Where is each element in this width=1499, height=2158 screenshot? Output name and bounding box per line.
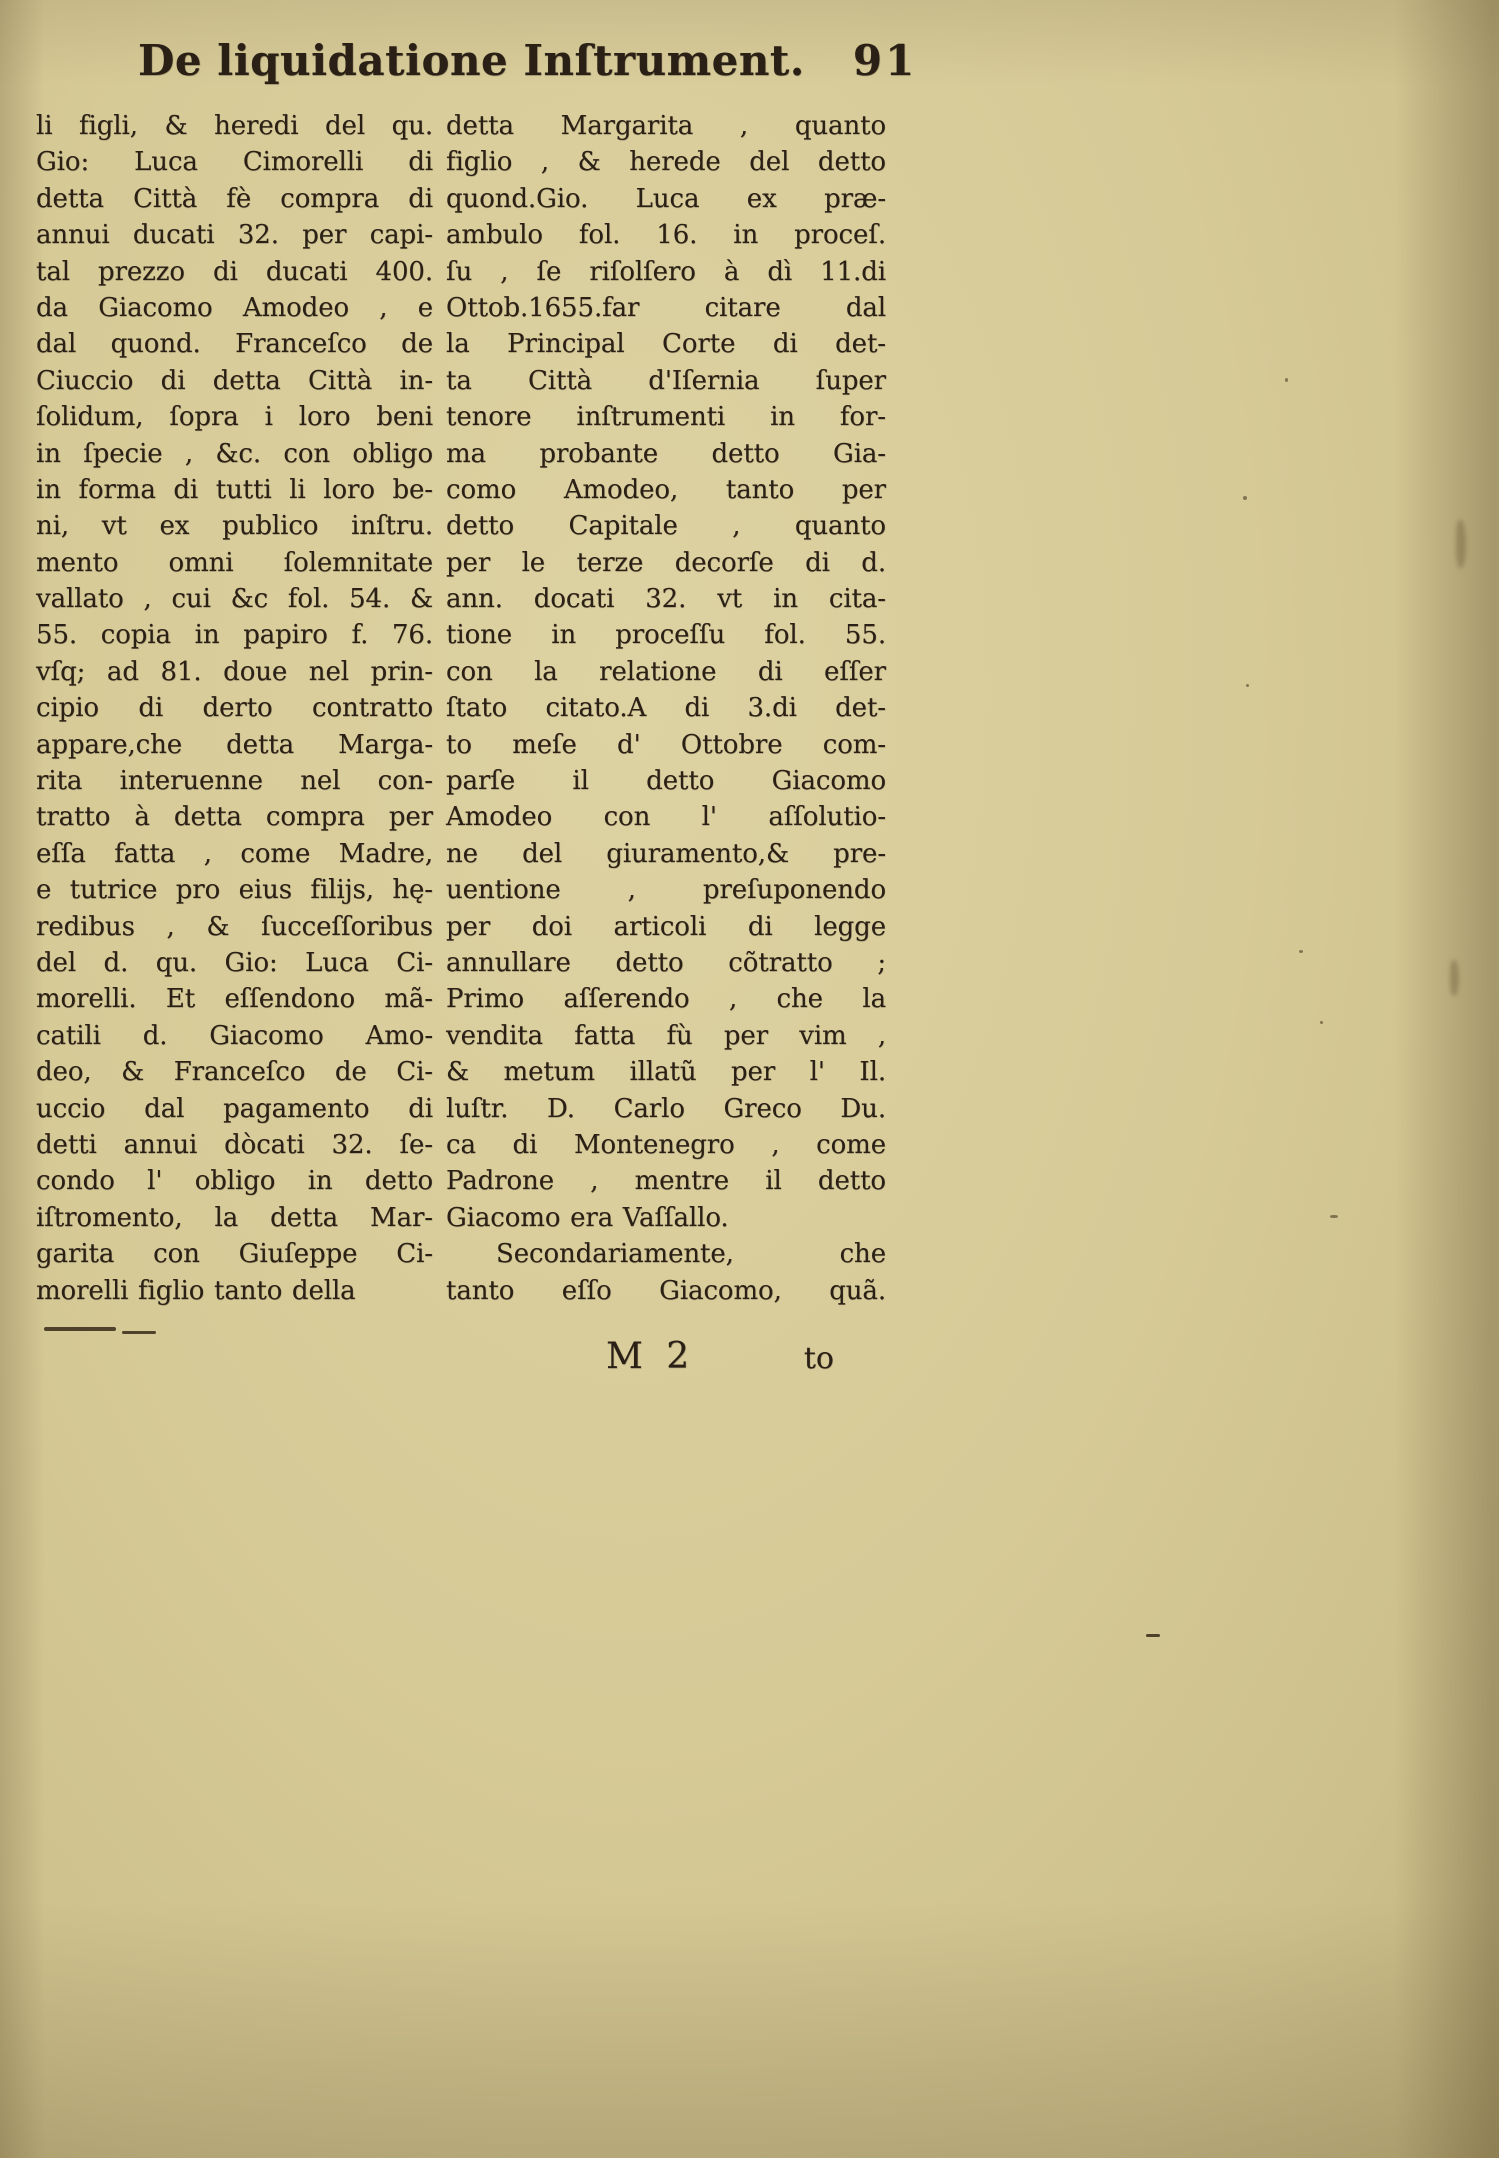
signature-mark: M 2 — [606, 1336, 696, 1377]
text-line: per doi articoli di legge — [446, 911, 886, 942]
text-line: ambulo fol. 16. in proceſ. — [446, 220, 886, 251]
text-line: li figli, & heredi del qu. — [36, 111, 433, 141]
text-column-right — [446, 108, 886, 1309]
text-line: uccio dal pagamento di — [36, 1093, 433, 1124]
text-line: tanto eſſo Giacomo, quã. — [446, 1275, 886, 1306]
text-line: como Amodeo, tanto per — [446, 474, 886, 505]
text-line: iſtromento, la detta Mar- — [36, 1202, 433, 1233]
text-line: da Giacomo Amodeo , e — [36, 292, 433, 323]
text-line: Giacomo era Vaſſallo. — [446, 1202, 729, 1233]
text-line: redibus , & ſucceſſoribus — [36, 911, 433, 942]
text-line: ann. docati 32. vt in cita- — [446, 584, 886, 615]
text-line: eſſa fatta , come Madre, — [36, 838, 433, 869]
margin-dash-mark — [1146, 1634, 1160, 1637]
ink-speck — [1285, 378, 1288, 382]
edge-stain — [1450, 960, 1459, 996]
page-title: De liquidatione Inſtrument. — [138, 36, 805, 85]
text-line: tione in proceſſu fol. 55. — [446, 620, 886, 651]
page-number: 91 — [852, 36, 918, 85]
text-line: in forma di tutti li loro be- — [36, 474, 433, 505]
text-line: appare,che detta Marga- — [36, 729, 433, 760]
text-line: del d. qu. Gio: Luca Ci- — [36, 947, 433, 978]
text-line: garita con Giuſeppe Ci- — [36, 1239, 433, 1270]
catchword: to — [803, 1341, 834, 1376]
text-line: ta Città d'Iſernia ſuper — [446, 365, 886, 396]
text-line: morelli figlio tanto della — [36, 1275, 356, 1306]
text-line: luſtr. D. Carlo Greco Du. — [446, 1093, 886, 1124]
ink-speck — [1330, 1215, 1338, 1218]
ink-speck — [1320, 1021, 1323, 1024]
text-line: dal quond. Franceſco de — [36, 329, 433, 360]
text-line: e tutrice pro eius filijs, hę- — [36, 875, 433, 906]
text-line: 55. copia in papiro f. 76. — [36, 620, 433, 651]
text-line: uentione , preſuponendo — [446, 875, 886, 906]
text-line: vſq; ad 81. doue nel prin- — [36, 656, 433, 687]
text-line: Amodeo con l' aſſolutio- — [446, 802, 886, 833]
ink-speck — [1299, 950, 1303, 953]
text-line: annui ducati 32. per capi- — [36, 220, 433, 251]
text-line: Primo aſſerendo , che la — [446, 984, 886, 1015]
text-line: in ſpecie , &c. con obligo — [36, 438, 433, 469]
text-line: Ciuccio di detta Città in- — [36, 365, 433, 396]
text-line: con la relatione di eſſer — [446, 656, 886, 687]
text-line: catili d. Giacomo Amo- — [36, 1020, 433, 1051]
text-line: quond.Gio. Luca ex præ- — [446, 183, 886, 214]
text-line: Secondariamente, che — [496, 1239, 886, 1270]
text-line: to meſe d' Ottobre com- — [446, 729, 886, 760]
text-line: ca di Montenegro , come — [446, 1129, 886, 1160]
text-line: figlio , & herede del detto — [446, 147, 886, 178]
text-line: Ottob.1655.far citare dal — [446, 292, 886, 323]
text-line: tenore inſtrumenti in for- — [446, 402, 886, 433]
text-line: & metum illatũ per l' Il. — [446, 1057, 886, 1088]
text-line: mento omni ſolemnitate — [36, 547, 433, 578]
text-line: per le terze decorſe di d. — [446, 547, 886, 578]
text-line: ſu , ſe riſolſero à dì 11.di — [446, 256, 886, 287]
text-line: annullare detto cõtratto ; — [446, 947, 886, 978]
text-line: ne del giuramento,& pre- — [446, 838, 886, 869]
text-line: vallato , cui &c fol. 54. & — [36, 584, 433, 615]
text-line: detta Margarita , quanto — [446, 111, 886, 141]
ink-speck — [1246, 684, 1249, 687]
underline-mark — [44, 1327, 116, 1331]
text-line: tratto à detta compra per — [36, 802, 433, 833]
text-line: Gio: Luca Cimorelli di — [36, 147, 433, 178]
text-column-left — [36, 108, 433, 1309]
text-line: deo, & Franceſco de Ci- — [36, 1057, 433, 1088]
ink-speck — [1243, 496, 1247, 500]
text-line: detta Città fè compra di — [36, 183, 433, 214]
text-line: vendita fatta fù per vim , — [446, 1020, 886, 1051]
text-line: ma probante detto Gia- — [446, 438, 886, 469]
text-line: ſtato citato.A di 3.di det- — [446, 693, 886, 724]
text-line: morelli. Et eſſendono mã- — [36, 984, 433, 1015]
running-header — [138, 36, 917, 85]
text-line: parſe il detto Giacomo — [446, 766, 886, 797]
text-line: detto Capitale , quanto — [446, 511, 886, 542]
text-line: rita interuenne nel con- — [36, 766, 433, 797]
text-line: tal prezzo di ducati 400. — [36, 256, 433, 287]
page-footer — [446, 1336, 886, 1377]
underline-mark — [122, 1331, 156, 1334]
text-line: detti annui dòcati 32. ſe- — [36, 1129, 433, 1160]
text-line: la Principal Corte di det- — [446, 329, 886, 360]
text-line: cipio di derto contratto — [36, 693, 433, 724]
text-line: ſolidum, ſopra i loro beni — [36, 402, 433, 433]
text-line: ni, vt ex publico inſtru. — [36, 511, 433, 542]
text-line: condo l' obligo in detto — [36, 1166, 433, 1197]
edge-stain — [1456, 520, 1466, 568]
text-line: Padrone , mentre il detto — [446, 1166, 886, 1197]
